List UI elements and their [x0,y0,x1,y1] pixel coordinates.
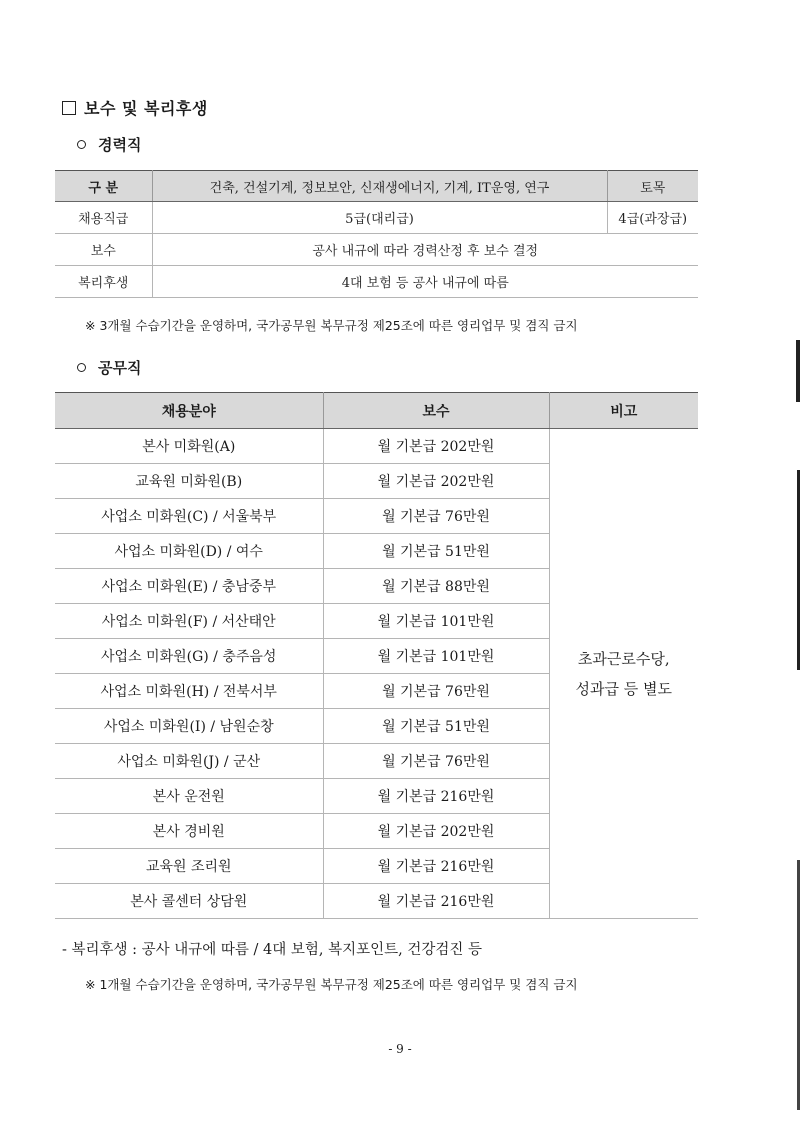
career-header-civil: 토목 [607,171,698,202]
field-cell: 본사 미화원(A) [55,429,323,464]
field-cell: 본사 콜센터 상담원 [55,884,323,919]
pay-cell: 월 기본급 216만원 [323,849,549,884]
cell-value: 4급(과장급) [607,202,698,234]
pay-cell: 월 기본급 51만원 [323,709,549,744]
pay-cell: 월 기본급 51만원 [323,534,549,569]
field-cell: 교육원 미화원(B) [55,464,323,499]
public-table [55,392,698,919]
table-row [55,234,698,266]
career-subtitle [62,134,141,155]
scan-edge-mark [796,340,800,402]
checkbox-square-icon [62,101,76,115]
remark-cell [549,429,698,919]
pay-cell: 월 기본급 216만원 [323,884,549,919]
career-header-fields: 건축, 건설기계, 정보보안, 신재생에너지, 기계, IT운영, 연구 [152,171,607,202]
field-cell: 사업소 미화원(G) / 충주음성 [55,639,323,674]
pay-cell: 월 기본급 101만원 [323,639,549,674]
public-header-remark: 비고 [549,393,698,429]
pay-cell: 월 기본급 76만원 [323,499,549,534]
table-row [55,202,698,234]
remark-line-2: 성과급 등 별도 [575,679,672,698]
section-title [62,96,208,119]
welfare-line: - 복리후생 : 공사 내규에 따름 / 4대 보험, 복지포인트, 건강검진 등 [62,942,482,958]
row-label: 보수 [55,234,152,266]
public-subtitle-text: 공무직 [98,359,142,377]
field-cell: 사업소 미화원(F) / 서산태안 [55,604,323,639]
field-cell: 사업소 미화원(D) / 여수 [55,534,323,569]
row-label: 채용직급 [55,202,152,234]
career-header-row [55,171,698,202]
table-row [55,266,698,298]
career-header-category: 구 분 [55,171,152,202]
field-cell: 본사 운전원 [55,779,323,814]
cell-value: 공사 내규에 따라 경력산정 후 보수 결정 [152,234,698,266]
pay-cell: 월 기본급 202만원 [323,814,549,849]
table-row [55,429,698,464]
section-title-text: 보수 및 복리후생 [84,99,208,118]
public-header-row [55,393,698,429]
remark-line-1: 초과근로수당, [577,649,670,668]
cell-value: 4대 보험 등 공사 내규에 따름 [152,266,698,298]
career-table [55,170,698,298]
pay-cell: 월 기본급 216만원 [323,779,549,814]
circle-bullet-icon [77,140,86,149]
pay-cell: 월 기본급 202만원 [323,464,549,499]
pay-cell: 월 기본급 202만원 [323,429,549,464]
career-subtitle-text: 경력직 [98,136,142,154]
field-cell: 사업소 미화원(E) / 충남중부 [55,569,323,604]
pay-cell: 월 기본급 76만원 [323,744,549,779]
field-cell: 사업소 미화원(C) / 서울북부 [55,499,323,534]
public-note: ※ 1개월 수습기간을 운영하며, 국가공무원 복무규정 제25조에 따른 영리업무 및 겸직 금지 [85,977,578,992]
circle-bullet-icon [77,363,86,372]
cell-value: 5급(대리급) [152,202,607,234]
public-header-field: 채용분야 [55,393,323,429]
field-cell: 사업소 미화원(H) / 전북서부 [55,674,323,709]
row-label: 복리후생 [55,266,152,298]
field-cell: 사업소 미화원(J) / 군산 [55,744,323,779]
public-subtitle [62,357,141,378]
field-cell: 본사 경비원 [55,814,323,849]
public-header-pay: 보수 [323,393,549,429]
pay-cell: 월 기본급 76만원 [323,674,549,709]
pay-cell: 월 기본급 101만원 [323,604,549,639]
career-note: ※ 3개월 수습기간을 운영하며, 국가공무원 복무규정 제25조에 따른 영리업무 및 겸직 금지 [85,318,578,333]
pay-cell: 월 기본급 88만원 [323,569,549,604]
page-number: - 9 - [388,1042,412,1056]
field-cell: 교육원 조리원 [55,849,323,884]
field-cell: 사업소 미화원(I) / 남원순창 [55,709,323,744]
